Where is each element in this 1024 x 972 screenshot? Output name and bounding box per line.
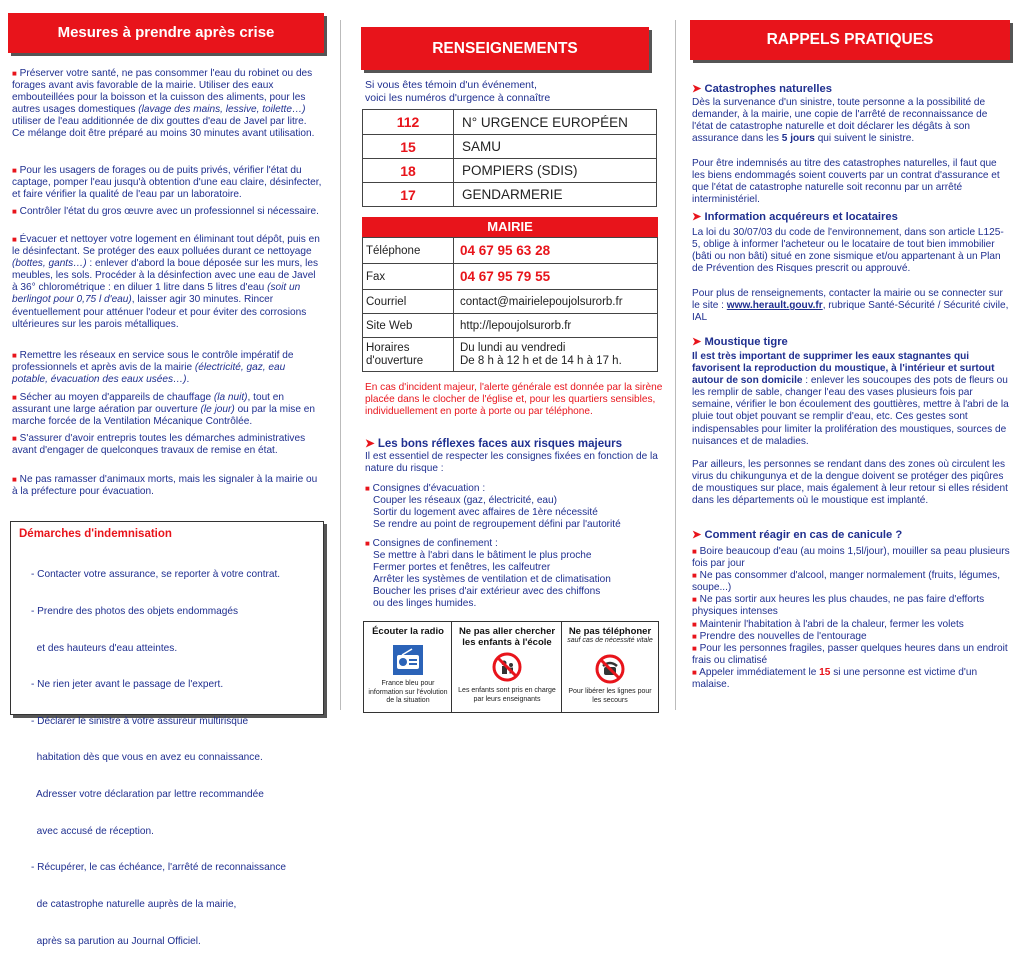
website-link[interactable]: http://lepoujolsurorb.fr bbox=[454, 314, 658, 338]
demarches-line: de catastrophe naturelle auprès de la mairie, bbox=[31, 898, 237, 910]
demarches-line: après sa parution au Journal Officiel. bbox=[31, 935, 201, 947]
demarches-line: - Récupérer, le cas échéance, l'arrêté de reconnaissance bbox=[31, 862, 286, 874]
reflexes-intro: Il est essentiel de respecter les consignes fixées en fonction de la nature du risque : bbox=[365, 451, 658, 475]
emergency-label: POMPIERS (SDIS) bbox=[454, 159, 657, 183]
icon-card-title: Ne pas aller chercher les enfants à l'école bbox=[458, 626, 556, 648]
demarches-line: Adresser votre déclaration par lettre recommandée bbox=[31, 789, 264, 801]
canicule-item: ■ Boire beaucoup d'eau (au moins 1,5l/jour), mouiller sa peau plusieurs fois par jour bbox=[692, 546, 1010, 570]
moustique-text: Il est très important de supprimer les eaux stagnantes qui favorisent la reproduction du moustique, à l'intérieur et surtout autour de son domicile : enlever les soucoupes des pots de fleurs ou les remplir de sable, changer l'eau des vases plusieurs fois par semaine, vérifier le bon écoulement des gouttières, mettre à l'abri de la pluie tout objet pouvant se remplir d'eau, etc. Ces gestes sont indispensables pour limiter la prolifération des moustiques, sources de nuisances et de maladies. bbox=[692, 351, 1009, 447]
table-row bbox=[363, 238, 658, 264]
emergency-number: 17 bbox=[363, 183, 454, 207]
mesure-forages: ■ Pour les usagers de forages ou de puits privés, vérifier l'état du captage, pomper l'eau jusqu'à obtention d'une eau claire, désinfecter, et faire vérifier la qualité de l'eau par un laboratoire. bbox=[12, 165, 322, 201]
demarches-line: - Déclarer le sinistre à votre assureur multirisque bbox=[31, 715, 249, 727]
bullet-icon: ■ bbox=[692, 595, 697, 605]
table-row bbox=[363, 314, 658, 338]
demarches-line: - Ne rien jeter avant le passage de l'expert. bbox=[31, 679, 224, 691]
icon-card-caption: Les enfants sont pris en charge par leurs enseignants bbox=[458, 687, 556, 703]
demarches-title: Démarches d'indemnisation bbox=[19, 528, 172, 540]
no-school-pickup-icon bbox=[492, 652, 522, 682]
contact-key: Fax bbox=[363, 264, 454, 290]
catastrophes-heading: ➤ Catastrophes naturelles bbox=[692, 83, 832, 95]
evacuation-item: Sortir du logement avec affaires de 1ère nécessité bbox=[373, 507, 598, 519]
column-divider bbox=[340, 20, 341, 710]
bullet-icon: ■ bbox=[692, 631, 697, 641]
bullet-icon: ■ bbox=[365, 539, 370, 548]
horaires-key: d'ouverture bbox=[366, 354, 424, 367]
icon-card-title: Ne pas téléphoner bbox=[568, 626, 652, 637]
confinement-list bbox=[373, 550, 668, 610]
demarches-line: - Prendre des photos des objets endommagés bbox=[31, 606, 239, 618]
information-text: La loi du 30/07/03 du code de l'environnement, dans son article L125-5, oblige à informer l'acheteur ou le locataire de tout bien immobilier (bâti ou non bâti) situé en zone sismique et/ou appartenant à un Plan de Prévention des Risques prescrit ou approuvé. bbox=[692, 227, 1004, 275]
table-row bbox=[363, 159, 657, 183]
bullet-icon: ■ bbox=[12, 393, 17, 402]
table-row bbox=[363, 338, 658, 372]
incident-text: En cas d'incident majeur, l'alerte générale est donnée par la sirène placée dans le clocher de l'église et, pour les quartiers sensibles, individuellement en porte à porte ou par téléphone. bbox=[365, 382, 663, 418]
emergency-label: GENDARMERIE bbox=[454, 183, 657, 207]
table-row bbox=[363, 290, 658, 314]
mesure-demarches: ■ S'assurer d'avoir entrepris toutes les démarches administratives avant d'engager de quelconques travaux de remise en état. bbox=[12, 433, 306, 457]
arrow-icon: ➤ bbox=[365, 438, 375, 450]
no-phone-icon bbox=[595, 654, 625, 684]
evacuation-item: Couper les réseaux (gaz, électricité, eau) bbox=[373, 495, 558, 506]
icon-card-telephone bbox=[561, 621, 659, 713]
mesure-animaux: ■ Ne pas ramasser d'animaux morts, mais les signaler à la mairie ou à la préfecture pour évacuation. bbox=[12, 474, 318, 498]
bullet-icon: ■ bbox=[12, 69, 17, 78]
canicule-item: ■ Prendre des nouvelles de l'entourage bbox=[692, 630, 867, 642]
confinement-title: ■ Consignes de confinement : bbox=[365, 538, 498, 549]
catastrophes-text: Dès la survenance d'un sinistre, toute personne a la possibilité de demander, à la mairie, une copie de l'arrêté de reconnaissance de l'état de catastrophe naturelle et doit déclarer les dégâts à son assurance dans les 5 jours qui suivent le sinistre. bbox=[692, 97, 988, 145]
emergency-label: SAMU bbox=[454, 135, 657, 159]
emergency-number: 15 bbox=[363, 135, 454, 159]
mesure-logement: ■ Évacuer et nettoyer votre logement en éliminant tout dépôt, puis en le désinfectant. Se protéger des eaux polluées durant ce nettoyage (bottes, gants…) : enlever d'abord la boue déposée sur les murs, les meubles, les sols. Procéder à la désinfection avec une eau de Javel à 36° chlorométrique : en diluer 1 litre dans 5 litres d'eau (soit un berlingot pour 0,75 l d'eau), laisser agir 30 minutes. Rincer éventuellement pour atténuer l'odeur et pour éviter des corrosions ultérieures sur les parois métalliques. bbox=[12, 234, 320, 330]
column-divider bbox=[675, 20, 676, 710]
icon-card-subtitle: sauf cas de nécessité vitale bbox=[567, 637, 653, 644]
canicule-item: ■ Pour les personnes fragiles, passer quelques heures dans un endroit frais ou climatisé bbox=[692, 642, 1008, 666]
bullet-icon: ■ bbox=[12, 475, 17, 484]
herault-link[interactable]: www.herault.gouv.fr bbox=[726, 300, 823, 312]
evacuation-list bbox=[373, 495, 668, 531]
confinement-item: ou des linges humides. bbox=[373, 598, 477, 610]
contact-key: Téléphone bbox=[363, 238, 454, 264]
emergency-numbers-table bbox=[362, 109, 657, 207]
canicule-list bbox=[692, 546, 1010, 691]
radio-icon bbox=[392, 644, 424, 676]
canicule-item: ■ Ne pas consommer d'alcool, manger normalement (fruits, légumes, soupe...) bbox=[692, 570, 1001, 594]
emergency-number: 112 bbox=[363, 110, 454, 135]
mesure-gros-oeuvre: ■ Contrôler l'état du gros œuvre avec un professionnel si nécessaire. bbox=[12, 206, 319, 217]
moustique-heading: ➤ Moustique tigre bbox=[692, 336, 788, 348]
banner-rappels: RAPPELS PRATIQUES bbox=[690, 20, 1010, 60]
mesure-sante: ■ Préserver votre santé, ne pas consommer l'eau du robinet ou des forages avant avis favorable de la mairie. Utiliser des eaux embouteillées pour la boisson et la cuisson des aliments, pour les autres usages domestiques (lavage des mains, lessive, toilette…) utiliser de l'eau additionnée de dix gouttes d'eau de Javel par litre. Ce mélange doit être préparé au moins 30 minutes avant utilisation. bbox=[12, 68, 315, 140]
mairie-header: MAIRIE bbox=[362, 217, 658, 237]
icon-card-ecole bbox=[451, 621, 563, 713]
evacuation-item: Se rendre au point de regroupement défini par l'autorité bbox=[373, 519, 621, 531]
bullet-icon: ■ bbox=[692, 667, 697, 677]
mesure-reseaux: ■ Remettre les réseaux en service sous le contrôle impératif de professionnels et après avis de la mairie (électricité, gaz, eau potable, évacuation des eaux usées…). bbox=[12, 350, 294, 386]
horaires-line: De 8 h à 12 h et de 14 h à 17 h. bbox=[460, 354, 622, 367]
column-rappels bbox=[680, 0, 1020, 725]
contact-key: Site Web bbox=[363, 314, 454, 338]
information-heading: ➤ Information acquéreurs et locataires bbox=[692, 211, 898, 223]
canicule-heading: ➤ Comment réagir en cas de canicule ? bbox=[692, 529, 903, 541]
bullet-icon: ■ bbox=[12, 351, 17, 360]
demarches-line: - Contacter votre assurance, se reporter à votre contrat. bbox=[31, 569, 281, 581]
bullet-icon: ■ bbox=[365, 484, 370, 493]
bullet-icon: ■ bbox=[692, 619, 697, 629]
icon-card-caption: France bleu pour information sur l'évolution de la situation bbox=[368, 680, 448, 704]
email-link[interactable]: contact@mairielepoujolsurorb.fr bbox=[454, 290, 658, 314]
moustique-text-2: Par ailleurs, les personnes se rendant dans des zones où circulent les virus du chikungunya et de la dengue doivent se protéger des piqûres de moustiques sur place, mais également à leur retour si elles résident dans les départements où le moustique est implanté. bbox=[692, 459, 1008, 507]
emergency-label: N° URGENCE EUROPÉEN bbox=[454, 110, 657, 135]
table-row bbox=[363, 183, 657, 207]
canicule-item: ■ Ne pas sortir aux heures les plus chaudes, ne pas faire d'efforts physiques intenses bbox=[692, 594, 985, 618]
mairie-contacts-table bbox=[362, 237, 658, 372]
demarches-line: et des hauteurs d'eau atteintes. bbox=[31, 642, 178, 654]
phone-value: 04 67 95 63 28 bbox=[454, 238, 658, 264]
banner-renseignements: RENSEIGNEMENTS bbox=[361, 27, 649, 70]
mesure-secher: ■ Sécher au moyen d'appareils de chauffage (la nuit), tout en assurant une large aération par ouverture (le jour) ou par la mise en marche forcée de la Ventilation Mécanique Contrôlée. bbox=[12, 392, 315, 428]
bullet-icon: ■ bbox=[12, 434, 17, 443]
table-row bbox=[363, 135, 657, 159]
demarches-box bbox=[10, 521, 324, 947]
icon-card-caption: Pour libérer les lignes pour les secours bbox=[568, 688, 652, 704]
canicule-item: ■ Appeler immédiatement le 15 si une personne est victime d'un malaise. bbox=[692, 666, 978, 691]
icon-card-radio bbox=[363, 621, 453, 713]
demarches-line: avec accusé de réception. bbox=[31, 825, 154, 837]
confinement-item: Fermer portes et fenêtres, les calfeutrer bbox=[373, 562, 551, 574]
horaires-value bbox=[454, 338, 658, 372]
contact-key: Courriel bbox=[363, 290, 454, 314]
bullet-icon: ■ bbox=[12, 207, 17, 216]
reflexes-heading: ➤ Les bons réflexes faces aux risques majeurs bbox=[365, 438, 623, 450]
confinement-item: Arrêter les systèmes de ventilation et de climatisation bbox=[373, 574, 611, 586]
horaires-line: Du lundi au vendredi bbox=[460, 341, 566, 354]
evacuation-title: ■ Consignes d'évacuation : bbox=[365, 483, 486, 494]
banner-mesures: Mesures à prendre après crise bbox=[8, 13, 324, 53]
arrow-icon: ➤ bbox=[692, 83, 702, 95]
intro-line: Si vous êtes témoin d'un événement, bbox=[365, 79, 537, 91]
bullet-icon: ■ bbox=[692, 571, 697, 581]
confinement-item: Se mettre à l'abri dans le bâtiment le plus proche bbox=[373, 550, 592, 561]
horaires-key: Horaires bbox=[366, 341, 410, 354]
table-row bbox=[363, 264, 658, 290]
bullet-icon: ■ bbox=[12, 235, 17, 244]
information-text-2: Pour plus de renseignements, contacter la mairie ou se connecter sur le site : www.herault.gouv.fr, rubrique Santé-Sécurité / Sécurité civile, IAL bbox=[692, 288, 1009, 324]
emergency-number: 18 bbox=[363, 159, 454, 183]
bullet-icon: ■ bbox=[12, 166, 17, 175]
demarches-line: habitation dès que vous en avez eu connaissance. bbox=[31, 752, 263, 764]
bullet-icon: ■ bbox=[692, 547, 697, 556]
fax-value: 04 67 95 79 55 bbox=[454, 264, 658, 290]
arrow-icon: ➤ bbox=[692, 336, 702, 348]
confinement-item: Boucher les prises d'air extérieur avec des chiffons bbox=[373, 586, 601, 598]
column-mesures bbox=[0, 0, 335, 947]
icon-card-title: Écouter la radio bbox=[372, 626, 444, 637]
intro-line: voici les numéros d'urgence à connaître bbox=[365, 92, 551, 104]
arrow-icon: ➤ bbox=[692, 211, 702, 223]
demarches-list bbox=[31, 545, 321, 972]
contact-key bbox=[363, 338, 454, 372]
canicule-item: ■ Maintenir l'habitation à l'abri de la chaleur, fermer les volets bbox=[692, 618, 964, 630]
arrow-icon: ➤ bbox=[692, 529, 702, 541]
bullet-icon: ■ bbox=[692, 643, 697, 653]
table-row bbox=[363, 110, 657, 135]
catastrophes-text-2: Pour être indemnisés au titre des catastrophes naturelles, il faut que les biens endommagés soient couverts par un contrat d'assurance et que l'état de catastrophe naturelle soit reconnu par un arrêté interministériel. bbox=[692, 158, 1000, 206]
column-renseignements bbox=[345, 0, 670, 725]
